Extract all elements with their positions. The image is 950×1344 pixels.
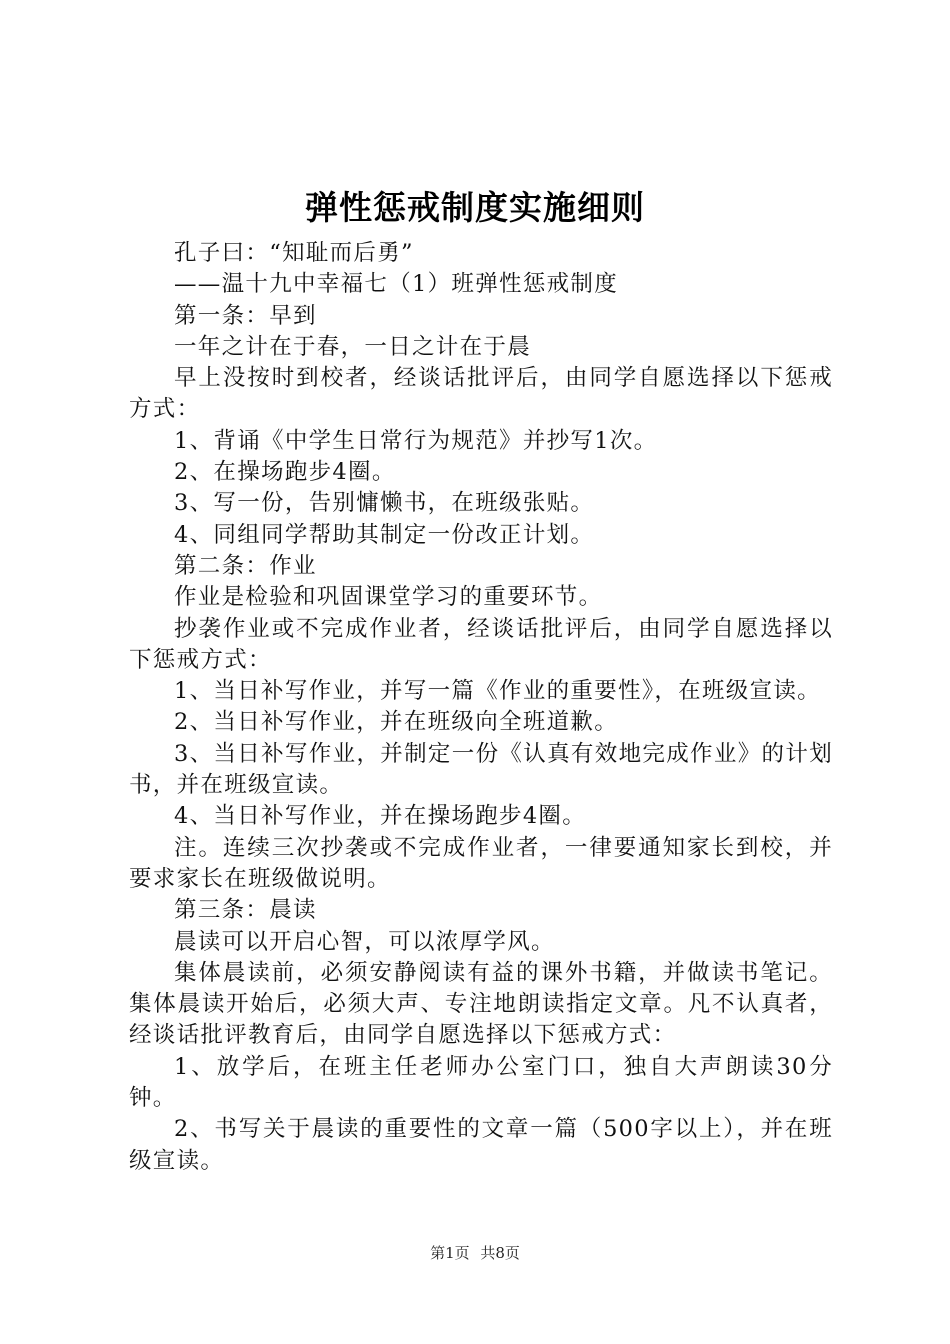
- paragraph: 3、当日补写作业，并制定一份《认真有效地完成作业》的计划书，并在班级宣读。: [129, 740, 833, 799]
- paragraph: 1、当日补写作业，并写一篇《作业的重要性》，在班级宣读。: [174, 678, 821, 705]
- paragraph: 第二条：作业: [174, 552, 317, 579]
- paragraph: 作业是检验和巩固课堂学习的重要环节。: [174, 584, 603, 611]
- paragraph: 抄袭作业或不完成作业者，经谈话批评后，由同学自愿选择以下惩戒方式：: [129, 615, 833, 673]
- page-total: 共8页: [480, 1244, 520, 1262]
- paragraph: 第一条：早到: [174, 302, 317, 329]
- paragraph: 注。连续三次抄袭或不完成作业者，一律要通知家长到校，并要求家长在班级做说明。: [129, 834, 833, 892]
- paragraph: 2、当日补写作业，并在班级向全班道歉。: [174, 709, 619, 736]
- paragraph: 早上没按时到校者，经谈话批评后，由同学自愿选择以下惩戒方式：: [129, 365, 833, 423]
- paragraph: 1、放学后，在班主任老师办公室门口，独自大声朗读30分钟。: [129, 1053, 833, 1112]
- document-body: [129, 238, 833, 1177]
- paragraph: 1、背诵《中学生日常行为规范》并抄写1次。: [174, 427, 658, 454]
- paragraph: 4、当日补写作业，并在操场跑步4圈。: [174, 803, 587, 830]
- paragraph: 4、同组同学帮助其制定一份改正计划。: [174, 521, 595, 548]
- page-number: 第1页: [430, 1244, 470, 1262]
- paragraph: 2、在操场跑步4圈。: [174, 459, 396, 486]
- page-footer: [0, 1243, 950, 1263]
- paragraph: 3、写一份，告别慵懒书，在班级张贴。: [174, 490, 595, 517]
- paragraph: 孔子曰：“知耻而后勇”: [174, 240, 414, 266]
- paragraph: 第三条：晨读: [174, 897, 317, 924]
- paragraph: 2、书写关于晨读的重要性的文章一篇（500字以上），并在班级宣读。: [129, 1116, 833, 1174]
- paragraph: 集体晨读前，必须安静阅读有益的课外书籍，并做读书笔记。集体晨读开始后，必须大声、专注地朗读指定文章。凡不认真者，经谈话批评教育后，由同学自愿选择以下惩戒方式：: [129, 959, 833, 1049]
- paragraph: ——温十九中幸福七（1）班弹性惩戒制度: [174, 271, 619, 298]
- document-title: 弹性惩戒制度实施细则: [305, 188, 645, 227]
- paragraph: 一年之计在于春，一日之计在于晨: [174, 333, 532, 360]
- paragraph: 晨读可以开启心智，可以浓厚学风。: [174, 928, 555, 955]
